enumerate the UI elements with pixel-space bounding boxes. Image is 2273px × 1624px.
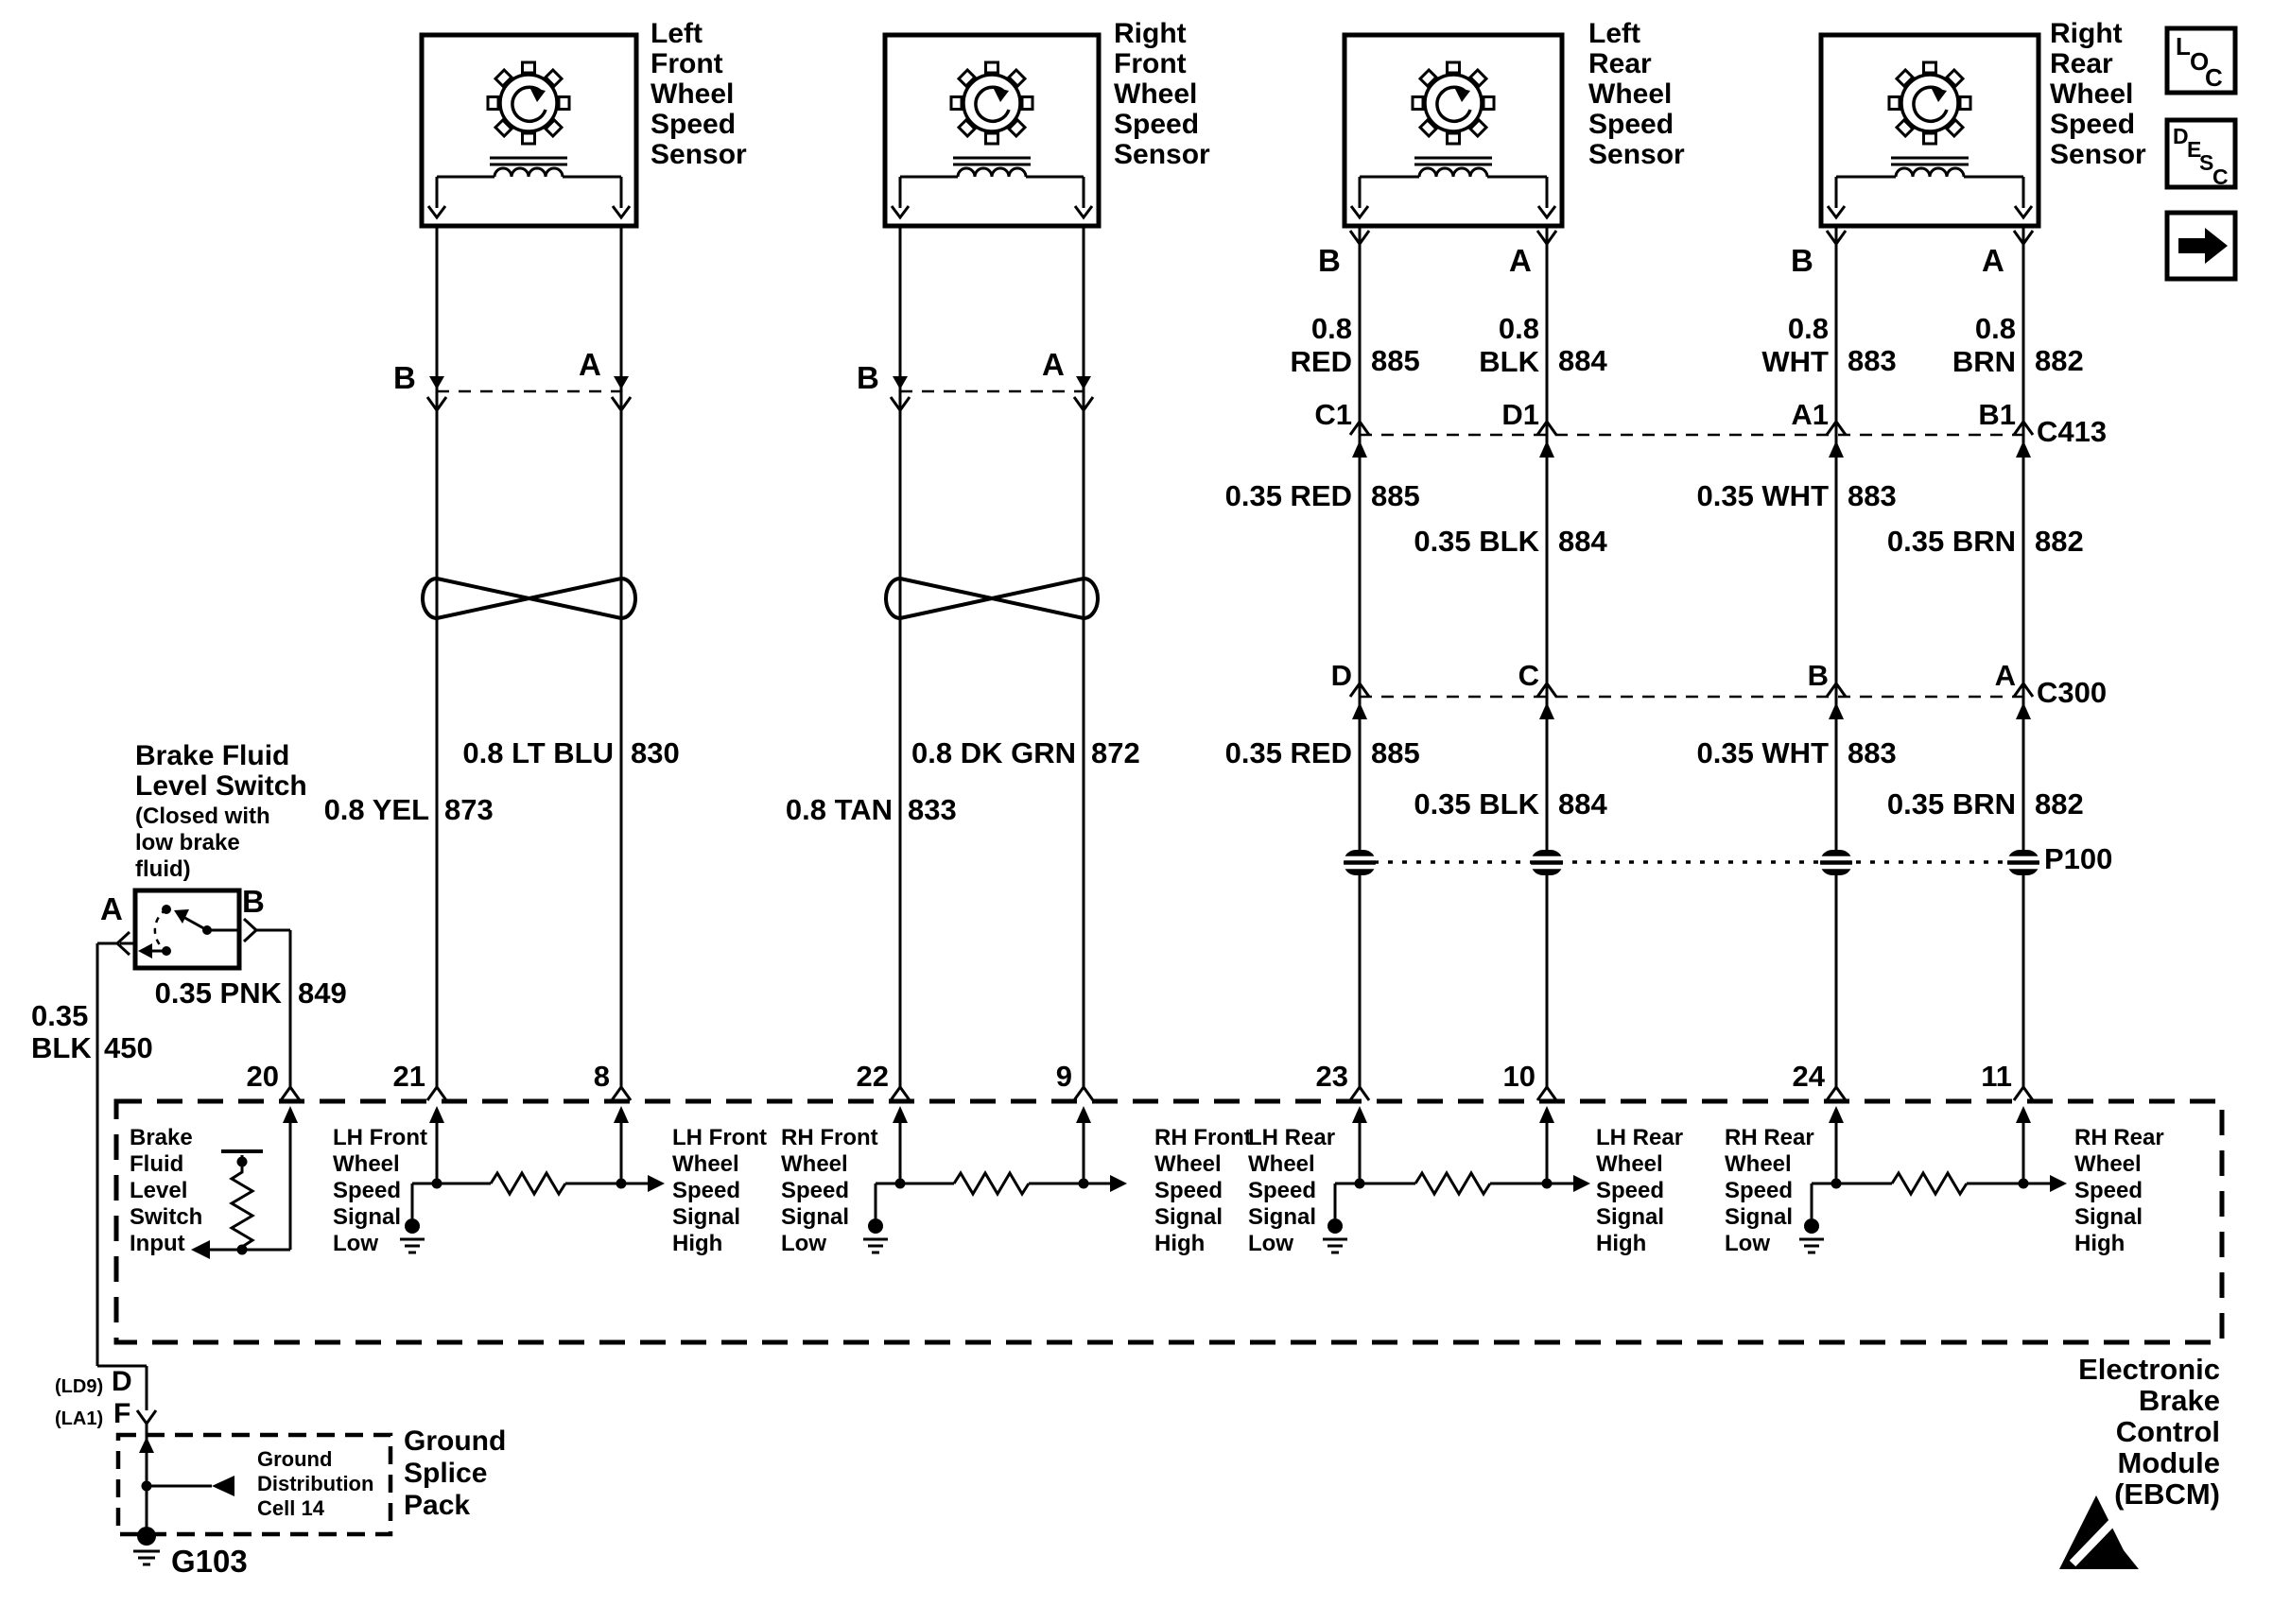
wire-circuit: 884 [1558,344,1607,377]
lr-pin-a: A [1509,243,1532,278]
wire-label: 0.8 WHT [1761,312,1829,378]
switch-title: Brake Fluid Level Switch [135,740,307,802]
wire-circuit: 884 [1558,525,1607,558]
wire-label: 0.35 BRN [1886,787,2016,821]
ebcm-label-rr-low: RH Rear Wheel Speed Signal Low [1725,1125,1814,1256]
wire-label: 0.35 PNK [154,976,282,1010]
right-arrow-icon [2178,228,2228,264]
c300-pin: A [1994,659,2016,692]
wire-circuit: 885 [1371,736,1420,769]
option-code-la1: (LA1) [55,1408,104,1429]
ebcm-pin-number: 11 [1981,1060,2012,1093]
wire-circuit: 873 [444,793,494,826]
c300-pin: C [1518,659,1539,692]
left-front-sensor-label: Left Front Wheel Speed Sensor [651,18,747,170]
ebcm-label-lf-low: LH Front Wheel Speed Signal Low [333,1125,427,1256]
wire-label: 0.35 WHT [1696,736,1829,769]
ebcm-name: Electronic Brake Control Module (EBCM) [2078,1353,2220,1511]
c413-pin: A1 [1791,398,1829,431]
wire-label: 0.35 RED [1224,479,1352,512]
rear-sensor-terminals [1350,231,2033,244]
left-rear-sensor-label: Left Rear Wheel Speed Sensor [1588,18,1685,170]
tone-ring-icon [951,62,1032,144]
c300-name: C300 [2037,676,2108,709]
right-rear-sensor-symbol [1821,35,2039,226]
twisted-pair-symbols [423,579,1098,618]
lf-pin-a: A [579,347,601,382]
switch-pin-a: A [100,891,123,926]
desc-letter: C [2212,164,2229,189]
ebcm-pin-number: 23 [1315,1060,1348,1093]
wire-circuit: 882 [2035,787,2084,821]
wire-circuit: 883 [1848,344,1897,377]
wire-circuit: 882 [2035,344,2084,377]
wire-circuit: 885 [1371,344,1420,377]
right-front-sensor-label: Right Front Wheel Speed Sensor [1114,18,1210,170]
ebcm-label-rr-high: RH Rear Wheel Speed Signal High [2074,1125,2164,1256]
desc-letter: E [2187,137,2202,162]
wire-circuit: 884 [1558,787,1607,821]
ebcm-pin-number: 24 [1792,1060,1825,1093]
wire-label: 0.8 RED [1290,312,1352,378]
wire-circuit: 872 [1091,736,1140,769]
wire-label: 0.35 RED [1224,736,1352,769]
wire-circuit: 833 [908,793,957,826]
ebcm-pin-number: 8 [593,1060,610,1093]
wire-label: 0.35 BRN [1886,525,2016,558]
right-front-sensor-symbol [885,35,1099,226]
ebcm-label-rf-low: RH Front Wheel Speed Signal Low [781,1125,878,1256]
switch-pin-b: B [242,884,265,919]
ebcm-pin-number: 9 [1055,1060,1072,1093]
ebcm-label-lf-high: LH Front Wheel Speed Signal High [672,1125,767,1256]
wire-label: 0.8 BLK [1479,312,1539,378]
wire-label: 0.8 YEL [323,793,429,826]
ebcm-label-lr-high: LH Rear Wheel Speed Signal High [1596,1125,1684,1256]
lr-pin-b: B [1318,243,1341,278]
lf-pin-b: B [393,360,416,395]
wire-label: 0.35 BLK [1414,525,1539,558]
wire-label: 0.8 BRN [1952,312,2016,378]
wire-circuit: 883 [1848,736,1897,769]
ground-splice-pack-label: Ground Splice Pack [404,1425,507,1521]
front-sensor-connectors [427,376,1093,410]
tone-ring-icon [488,62,569,144]
ebcm-pin-number: 21 [392,1060,425,1093]
wire-circuit: 849 [298,976,347,1010]
tone-ring-icon [1413,62,1494,144]
wire-label: 0.35 WHT [1696,479,1829,512]
wire-label: 0.8 TAN [785,793,893,826]
splice-pin-d: D [112,1366,132,1397]
c413-pin: C1 [1314,398,1352,431]
option-code-ld9: (LD9) [55,1376,104,1397]
rr-pin-b: B [1791,243,1813,278]
ebcm-label-lr-low: LH Rear Wheel Speed Signal Low [1248,1125,1336,1256]
desc-letter: S [2199,150,2214,175]
c413-pin: B1 [1978,398,2016,431]
p100-name: P100 [2044,842,2113,875]
connector-c413-symbol [1350,422,2033,458]
loc-letter: L [2176,32,2191,60]
rf-pin-a: A [1042,347,1065,382]
g103-label: G103 [171,1544,248,1579]
ebcm-pin-number: 22 [856,1060,889,1093]
ground-distribution-ref: Ground Distribution Cell 14 [257,1447,374,1520]
loc-letter: O [2190,47,2210,76]
switch-note: (Closed with low brake fluid) [135,803,270,882]
ebcm-label-bfl: Brake Fluid Level Switch Input [130,1125,203,1256]
ebcm-bfl-circuit [191,1151,290,1259]
tone-ring-icon [1889,62,1970,144]
right-rear-sensor-label: Right Rear Wheel Speed Sensor [2050,18,2146,170]
connector-c300-symbol [1350,683,2033,719]
c413-pin: D1 [1501,398,1539,431]
wire-circuit: 882 [2035,525,2084,558]
c413-name: C413 [2037,415,2108,448]
c300-pin: D [1330,659,1352,692]
splice-pin-f: F [113,1398,131,1429]
grommet-p100-symbol [1342,850,2041,875]
loc-letter: C [2205,63,2223,92]
left-rear-sensor-symbol [1345,35,1562,226]
rr-pin-a: A [1982,243,2004,278]
left-front-sensor-symbol [422,35,636,226]
ebcm-pin-number: 10 [1502,1060,1536,1093]
wire-label: 0.8 LT BLU [462,736,614,769]
wire-label: 0.35 BLK [31,999,92,1064]
rf-pin-b: B [857,360,879,395]
desc-letter: D [2173,124,2189,148]
wire-label: 0.35 BLK [1414,787,1539,821]
wire-circuit: 830 [631,736,680,769]
c300-pin: B [1807,659,1829,692]
ebcm-pin-number: 20 [246,1060,279,1093]
wire-label: 0.8 DK GRN [911,736,1076,769]
ebcm-label-rf-high: RH Front Wheel Speed Signal High [1154,1125,1252,1256]
wire-circuit: 883 [1848,479,1897,512]
wire-circuit: 450 [104,1031,153,1064]
wire-circuit: 885 [1371,479,1420,512]
